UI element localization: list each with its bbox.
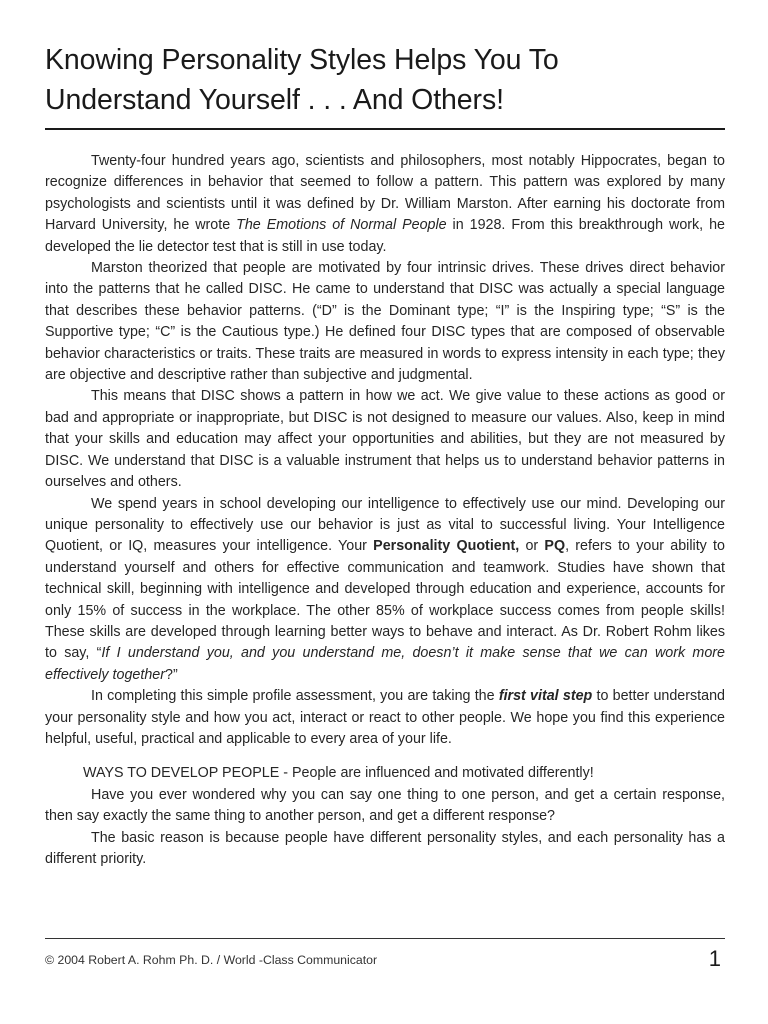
paragraph-pq-text-2: or <box>519 538 545 555</box>
paragraph-pq-text-4: ?” <box>165 666 178 683</box>
paragraph-marston: Marston theorized that people are motivated by four intrinsic drives. These drives direct behavior into the patterns that he called DISC. He came to understand that DISC was actually a special language that describes these behavior patterns. (“D” is the Dominant type; “I” is the Inspiring type; “S” is the Supportive type; “C” is the Cautious type.) He defined four DISC types that are composed of observable behavior characteristics or traits. These traits are measured in words to express intensity in each type; they are objective and descriptive rather than subjective and judgmental. <box>45 260 725 384</box>
paragraph-assessment-text-1: In completing this simple profile assessment, you are taking the <box>91 688 499 705</box>
title-divider <box>45 128 725 130</box>
paragraph-assessment <box>45 686 725 750</box>
first-vital-step: first vital step <box>498 688 593 705</box>
title-line-2: Understand Yourself . . . And Others! <box>45 84 504 116</box>
ways-lead: People are influenced and motivated differently! <box>291 765 594 782</box>
ways-heading: WAYS TO DEVELOP PEOPLE - <box>83 765 292 782</box>
ways-paragraph-2: The basic reason is because people have different personality styles, and each personality has a different priority. <box>45 829 725 867</box>
paragraph-assessment-text-2: to better understand your personality style and how you act, interact or react to other people. We hope you find this experience helpful, useful, practical and applicable to every area of your life. <box>45 688 725 747</box>
paragraph-personality-quotient <box>45 494 725 687</box>
paragraph-pq-text-3: , refers to your ability to understand yourself and others for effective communication and teamwork. Studies have shown that technical skill, beginning with intelligence and developed through education and experience, accounts for only 15% of success in the workplace. The other 85% of workplace success comes from people skills! These skills are developed through learning better ways to behave and interact. As Dr. Robert Rohm likes to say, “ <box>45 538 725 662</box>
pq-abbreviation: PQ <box>544 538 566 555</box>
rohm-quote: If I understand you, and you understand me, doesn’t it make sense that we can work more effectively together <box>45 645 725 683</box>
document-page <box>45 0 725 1024</box>
pq-term: Personality Quotient, <box>373 538 520 555</box>
footer-copyright: © 2004 Robert A. Rohm Ph. D. / World -Class Communicator <box>45 953 378 967</box>
paragraph-history <box>45 151 725 258</box>
paragraph-history-text-1: Twenty-four hundred years ago, scientists and philosophers, most notably Hippocrates, began to recognize differences in behavior that seemed to follow a pattern. This pattern was explored by many psychologists and scientists until it was defined by Dr. William Marston. After earning his doctorate from Harvard University, he wrote <box>45 153 725 234</box>
page-number: 1 <box>708 946 721 971</box>
footer-divider <box>45 938 725 939</box>
page-title <box>45 40 725 120</box>
paragraph-disc-values: This means that DISC shows a pattern in how we act. We give value to these actions as good or bad and appropriate or inappropriate, but DISC is not designed to measure our values. Also, keep in mind that your skills and education may affect your opportunities and abilities, but they are not measured by DISC. We understand that DISC is a valuable instrument that helps us to understand behavior patterns in ourselves and others. <box>45 388 725 491</box>
paragraph-history-text-2: in 1928. From this breakthrough work, he developed the lie detector test that is still in use today. <box>45 217 725 255</box>
ways-section-intro <box>45 763 725 784</box>
ways-paragraph-1: Have you ever wondered why you can say one thing to one person, and get a certain response, then say exactly the same thing to another person, and get a different response? <box>45 786 725 825</box>
paragraph-pq-text-1: We spend years in school developing our intelligence to effectively use our mind. Developing our unique personality to effectively use our behavior is just as vital to successful living. Your Intelligence Quotient, or IQ, measures your intelligence. Your <box>45 495 725 555</box>
book-title: The Emotions of Normal People <box>236 217 447 234</box>
title-line-1: Knowing Personality Styles Helps You To <box>45 44 559 76</box>
document-body <box>45 151 725 870</box>
